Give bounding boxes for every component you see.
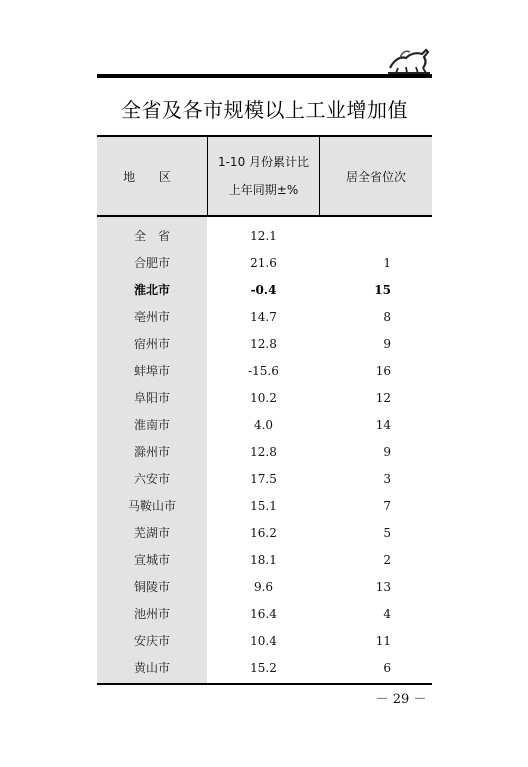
region-name: 马鞍山市 [127,499,176,513]
growth-value: -0.4 [250,283,277,297]
region-name: 铜陵市 [133,580,170,594]
rank-value: 6 [383,661,391,675]
table-header [97,135,432,217]
growth-value: 12.8 [250,337,277,351]
rank-value: 13 [375,580,391,594]
region-name: 亳州市 [133,310,170,324]
header-growth-line2: 上年同期±% [228,183,299,197]
header-rule [97,74,432,78]
page-number: － 29 － [375,692,427,707]
growth-value: 21.6 [250,256,277,270]
rank-value: 11 [375,634,391,648]
growth-value: 10.2 [250,391,277,405]
table-row [97,223,432,250]
rank-value: 2 [383,553,391,567]
table-row [97,628,432,655]
table-row [97,601,432,628]
rank-value: 14 [375,418,391,432]
table-body [97,217,432,685]
rank-value: 9 [383,445,391,459]
page-title: 全省及各市规模以上工业增加值 [121,98,408,122]
rank-value: 3 [383,472,391,486]
growth-value: 9.6 [253,580,274,594]
table-row [97,574,432,601]
region-name: 宿州市 [133,337,170,351]
table-row [97,520,432,547]
table-row [97,655,432,682]
rank-value: 12 [375,391,391,405]
region-name: 蚌埠市 [133,364,170,378]
column-divider [319,137,320,215]
rank-value: 5 [383,526,391,540]
growth-value: 15.2 [250,661,277,675]
region-name: 宣城市 [133,553,170,567]
table-row [97,493,432,520]
rank-value: 4 [383,607,391,621]
table-row [97,547,432,574]
rank-value: 1 [383,256,391,270]
growth-value: 4.0 [253,418,274,432]
growth-value: 16.2 [250,526,277,540]
growth-value: 14.7 [250,310,277,324]
growth-value: -15.6 [248,364,279,378]
header-growth-line1: 1-10 月份累计比 [217,155,310,169]
table-row [97,412,432,439]
growth-value: 18.1 [250,553,277,567]
table-row [97,304,432,331]
region-name: 全 省 [133,229,170,243]
header-region: 地 区 [123,169,181,184]
growth-value: 10.4 [250,634,277,648]
rank-value: 16 [375,364,391,378]
column-divider [207,137,208,215]
horse-sculpture-icon [386,46,432,74]
growth-value: 16.4 [250,607,277,621]
header-growth [208,137,319,215]
region-name: 安庆市 [133,634,170,648]
rank-value: 9 [383,337,391,351]
table-row [97,385,432,412]
region-name: 黄山市 [133,661,170,675]
data-table [97,135,432,685]
region-name: 淮南市 [133,418,170,432]
table-row [97,331,432,358]
rank-value: 15 [374,283,391,297]
table-row [97,358,432,385]
growth-value: 17.5 [250,472,277,486]
region-name: 阜阳市 [133,391,170,405]
header-rank: 居全省位次 [345,169,406,184]
growth-value: 12.1 [250,229,277,243]
table-row [97,439,432,466]
rank-value: 8 [383,310,391,324]
rank-value: 7 [383,499,391,513]
region-name: 合肥市 [133,256,170,270]
table-row [97,277,432,304]
growth-value: 15.1 [250,499,277,513]
region-name: 芜湖市 [133,526,170,540]
rank-value [320,223,391,250]
region-name: 淮北市 [133,283,170,297]
table-row [97,466,432,493]
region-name: 池州市 [133,607,170,621]
growth-value: 12.8 [250,445,277,459]
region-name: 六安市 [133,472,170,486]
table-row [97,250,432,277]
region-name: 滁州市 [133,445,170,459]
